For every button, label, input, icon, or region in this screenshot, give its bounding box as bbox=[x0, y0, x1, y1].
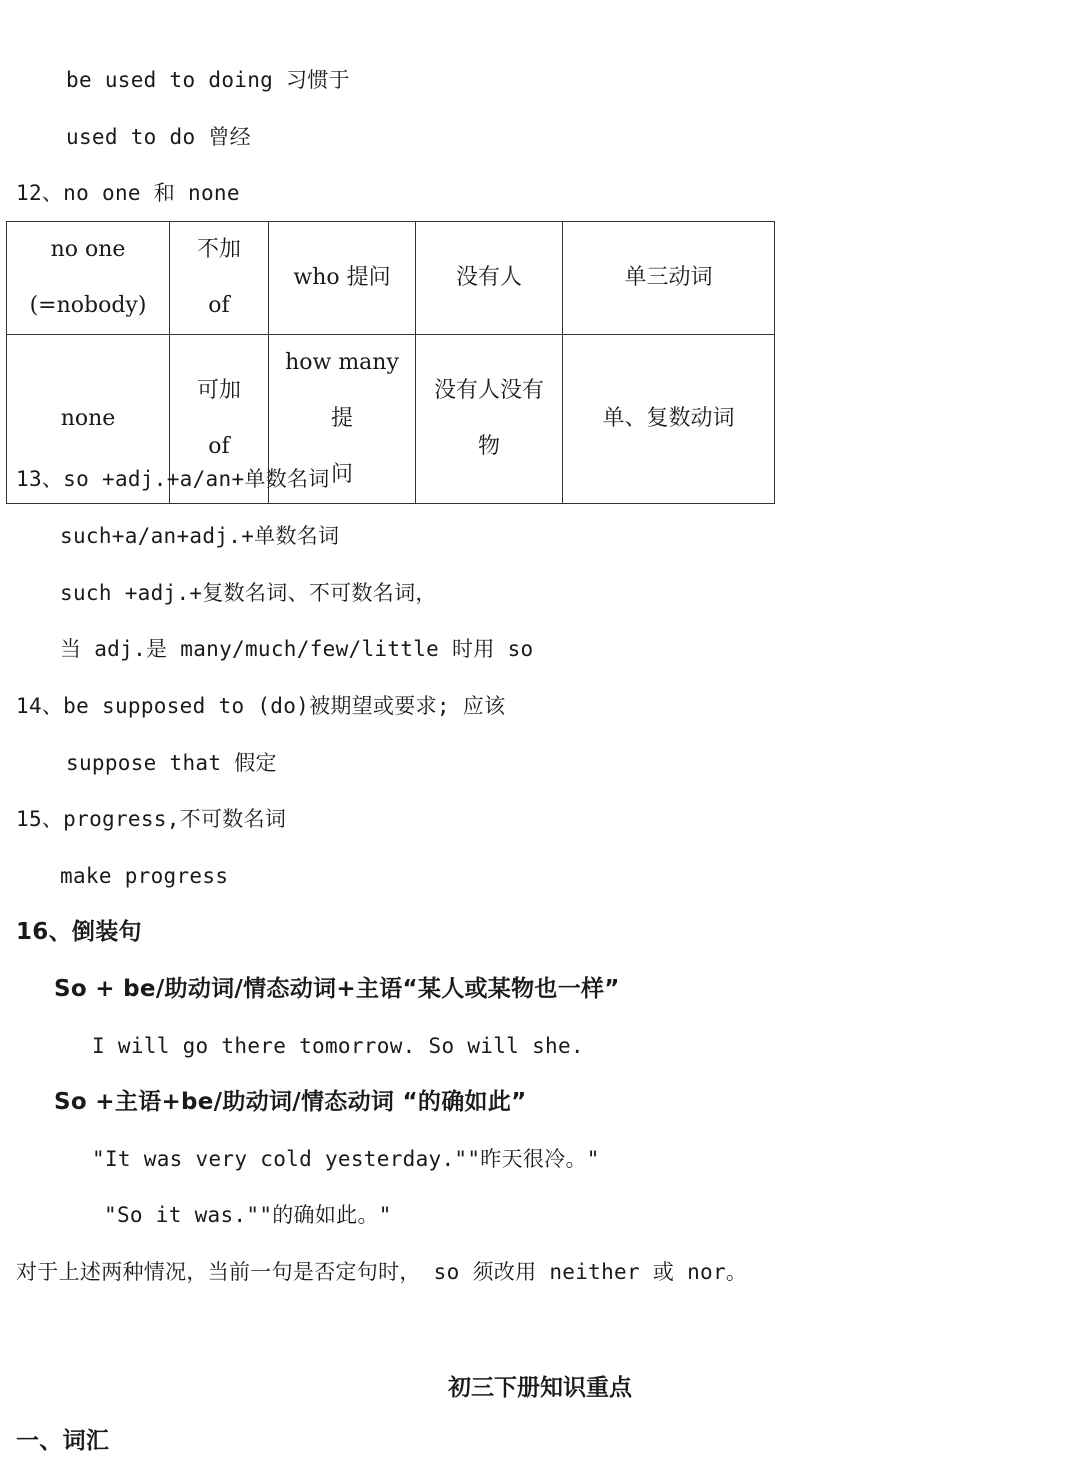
table-cell: 单、复数动词 bbox=[563, 335, 775, 504]
cell-text: 可加 bbox=[196, 378, 241, 403]
heading-13: 13、so +adj.+a/an+单数名词 bbox=[16, 467, 330, 491]
table-cell: 单三动词 bbox=[563, 222, 775, 335]
example-so-will-she: I will go there tomorrow. So will she. bbox=[92, 1034, 584, 1058]
rule-so-be-subject: So + be/助动词/情态动词+主语“某人或某物也一样” bbox=[54, 976, 620, 1002]
line-used-to-do: used to do 曾经 bbox=[66, 125, 251, 149]
no-one-none-table bbox=[6, 221, 775, 504]
cell-text: 不加 bbox=[196, 237, 241, 262]
table-cell: none bbox=[7, 335, 170, 504]
cell-text: of bbox=[208, 434, 230, 459]
line-be-used-to-doing: be used to doing 习惯于 bbox=[66, 68, 350, 92]
heading-16: 16、倒装句 bbox=[16, 919, 142, 945]
heading-14: 14、be supposed to (do)被期望或要求; 应该 bbox=[16, 694, 506, 718]
table-cell bbox=[7, 222, 170, 335]
example-cold-yesterday: "It was very cold yesterday.""昨天很冷。" bbox=[92, 1147, 600, 1171]
cell-text: no one bbox=[50, 237, 126, 262]
cell-text: 物 bbox=[477, 434, 500, 459]
rule-so-subject-be: So +主语+be/助动词/情态动词 “的确如此” bbox=[54, 1089, 527, 1115]
line-such-adj: such +adj.+复数名词、不可数名词， bbox=[60, 581, 437, 605]
cell-text: 问 bbox=[330, 462, 353, 487]
example-so-it-was: "So it was.""的确如此。" bbox=[104, 1203, 392, 1227]
table-cell: 没有人 bbox=[416, 222, 563, 335]
heading-vocabulary: 一、词汇 bbox=[16, 1428, 110, 1454]
cell-text: how many 提 bbox=[285, 350, 399, 431]
line-make-progress: make progress bbox=[60, 864, 229, 888]
cell-text: (=nobody) bbox=[29, 293, 147, 318]
table-cell bbox=[170, 222, 269, 335]
cell-text: 没有人没有 bbox=[433, 378, 544, 403]
heading-15: 15、progress,不可数名词 bbox=[16, 807, 287, 831]
line-many-much: 当 adj.是 many/much/few/little 时用 so bbox=[60, 637, 534, 661]
table-cell bbox=[416, 335, 563, 504]
table-row bbox=[7, 222, 775, 335]
section-title: 初三下册知识重点 bbox=[448, 1375, 632, 1401]
line-such-a-an: such+a/an+adj.+单数名词 bbox=[60, 524, 340, 548]
line-suppose-that: suppose that 假定 bbox=[66, 751, 277, 775]
table-cell: who 提问 bbox=[269, 222, 416, 335]
heading-12: 12、no one 和 none bbox=[16, 181, 240, 205]
note-neither-nor: 对于上述两种情况，当前一句是否定句时， so 须改用 neither 或 nor。 bbox=[16, 1260, 748, 1284]
cell-text: of bbox=[208, 293, 230, 318]
